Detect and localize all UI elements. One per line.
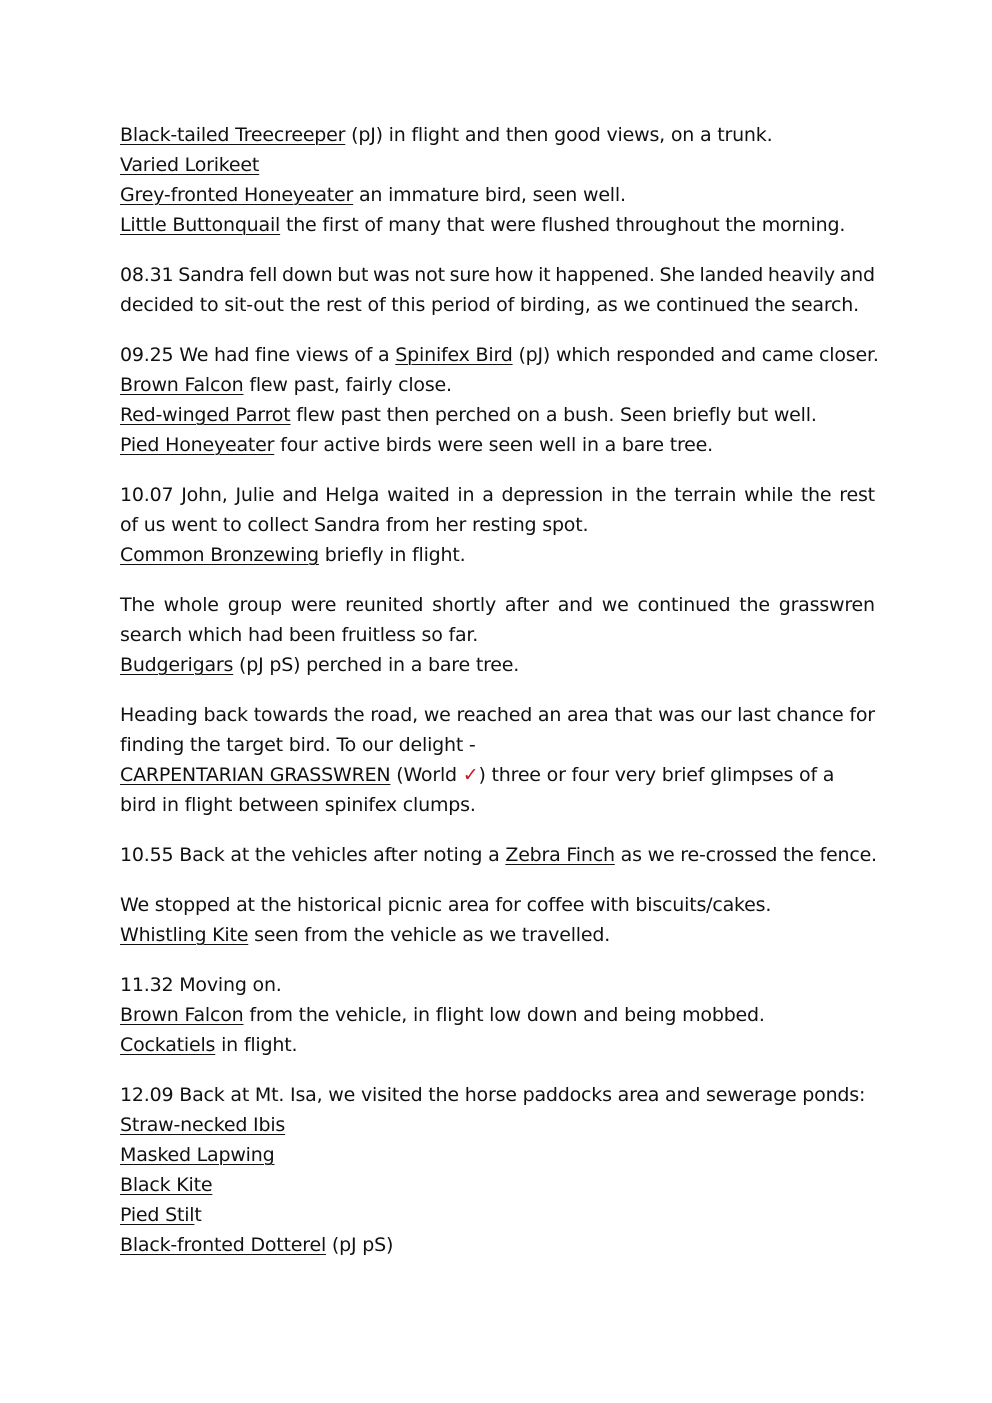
text-line: [120, 340, 879, 370]
text-segment: (pJ pS) perched in a bare tree.: [233, 654, 520, 676]
word: road,: [370, 704, 418, 726]
word: how: [494, 264, 534, 286]
bird-name: Grey-fronted Honeyeater: [120, 184, 354, 206]
text-line: [120, 120, 875, 150]
word: last: [737, 704, 771, 726]
word: we: [423, 704, 451, 726]
paragraph: [120, 840, 875, 870]
bird-name: Common Bronzewing: [120, 544, 319, 566]
text-segment: 09.25 We had fine views of a: [120, 344, 396, 366]
paragraph: [120, 1080, 875, 1260]
text-line: [120, 290, 875, 320]
word: not: [414, 264, 445, 286]
word: but: [337, 264, 369, 286]
word: heavily: [767, 264, 835, 286]
word: and: [557, 594, 593, 616]
bird-name: Little Buttonquail: [120, 214, 281, 236]
text-line: [120, 400, 875, 430]
word: an: [537, 704, 562, 726]
paragraph: [120, 260, 875, 320]
word: down: [282, 264, 333, 286]
text-segment: an immature bird, seen well.: [353, 184, 626, 206]
word: area: [567, 704, 609, 726]
word: a: [482, 484, 494, 506]
paragraph: [120, 340, 879, 460]
word: whole: [163, 594, 219, 616]
bird-name: Black-tailed Treecreeper: [120, 124, 346, 146]
word: our: [700, 704, 732, 726]
text-line: [120, 760, 875, 790]
text-line: [120, 650, 875, 680]
word: while: [744, 484, 793, 506]
text-segment: flew past then perched on a bush. Seen briefly but well.: [290, 404, 817, 426]
text-line: [120, 1080, 875, 1110]
text-line: [120, 150, 875, 180]
text-segment: We stopped at the historical picnic area for coffee with biscuits/cakes.: [120, 894, 772, 916]
text-line: [120, 370, 875, 400]
text-segment: briefly in flight.: [318, 544, 466, 566]
word: the: [800, 484, 832, 506]
text-segment: (pJ) which responded and came closer.: [512, 344, 879, 366]
text-line: [120, 510, 875, 540]
bird-name: Brown Falcon: [120, 1004, 244, 1026]
text-segment: decided to sit-out the rest of this period of birding, as we continued the search.: [120, 294, 859, 316]
bird-name: Varied Lorikeet: [120, 154, 260, 176]
text-segment: seen from the vehicle as we travelled.: [248, 924, 611, 946]
word: Sandra: [178, 264, 245, 286]
word: waited: [387, 484, 450, 506]
bird-name: Pied Honeyeater: [120, 434, 275, 456]
word: the: [635, 484, 667, 506]
paragraph: [120, 480, 875, 570]
word: the: [739, 594, 770, 616]
text-line: [120, 840, 875, 870]
text-line: [120, 970, 875, 1000]
text-segment: of us went to collect Sandra from her resting spot.: [120, 514, 589, 536]
word: back: [203, 704, 248, 726]
bird-name: Whistling Kite: [120, 924, 249, 946]
text-line: [120, 700, 875, 730]
word: towards: [253, 704, 328, 726]
word: John,: [181, 484, 228, 506]
text-segment: finding the target bird. To our delight -: [120, 734, 476, 756]
word: for: [849, 704, 875, 726]
text-line: [120, 1230, 875, 1260]
word: reunited: [345, 594, 424, 616]
text-segment: 10.55 Back at the vehicles after noting a: [120, 844, 506, 866]
text-line: [120, 890, 875, 920]
text-line: [120, 920, 875, 950]
word: in: [457, 484, 475, 506]
word: and: [282, 484, 318, 506]
bird-name: Black-fronted Dotterel: [120, 1234, 327, 1256]
text-line: [120, 1140, 875, 1170]
bird-name: Cockatiels: [120, 1034, 216, 1056]
text-line: [120, 1170, 875, 1200]
word: was: [658, 704, 695, 726]
paragraph: [120, 890, 875, 950]
word: in: [611, 484, 628, 506]
text-line: [120, 620, 875, 650]
text-line: [120, 790, 875, 820]
text-segment: (pJ pS): [326, 1234, 394, 1256]
text-segment: 11.32 Moving on.: [120, 974, 282, 996]
word: after: [504, 594, 549, 616]
word: and: [839, 264, 875, 286]
word: fell: [249, 264, 278, 286]
text-segment: four active birds were seen well in a bare tree.: [274, 434, 714, 456]
bird-name: Pied Stil: [120, 1204, 195, 1226]
word: were: [290, 594, 337, 616]
word: that: [614, 704, 653, 726]
word: chance: [776, 704, 844, 726]
text-segment: the first of many that were flushed throughout the morning.: [280, 214, 846, 236]
word: group: [227, 594, 282, 616]
text-segment: (World: [390, 764, 463, 786]
text-line: [120, 180, 875, 210]
word: we: [601, 594, 629, 616]
check-mark-icon: ✓: [462, 764, 479, 786]
bird-name: Black Kite: [120, 1174, 213, 1196]
word: She: [659, 264, 695, 286]
text-segment: in flight.: [215, 1034, 298, 1056]
word: Helga: [325, 484, 380, 506]
bird-name: Masked Lapwing: [120, 1144, 275, 1166]
text-line: [120, 210, 875, 240]
word: Heading: [120, 704, 198, 726]
word: sure: [449, 264, 490, 286]
bird-name: Brown Falcon: [120, 374, 244, 396]
word: landed: [699, 264, 764, 286]
word: rest: [839, 484, 875, 506]
paragraph: [120, 590, 875, 680]
text-segment: flew past, fairly close.: [243, 374, 452, 396]
word: depression: [501, 484, 604, 506]
bird-name: Red-winged Parrot: [120, 404, 291, 426]
word: reached: [456, 704, 533, 726]
bird-name: CARPENTARIAN GRASSWREN: [120, 764, 391, 786]
word: 08.31: [120, 264, 174, 286]
text-line: [120, 1110, 875, 1140]
text-line: [120, 430, 875, 460]
word: Julie: [235, 484, 275, 506]
text-segment: t: [194, 1204, 202, 1226]
word: the: [333, 704, 365, 726]
text-line: [120, 1030, 875, 1060]
paragraph: [120, 700, 875, 820]
text-line: [120, 480, 875, 510]
text-segment: search which had been fruitless so far.: [120, 624, 479, 646]
text-segment: (pJ) in flight and then good views, on a trunk.: [345, 124, 773, 146]
word: 10.07: [120, 484, 174, 506]
paragraph: [120, 120, 875, 240]
word: it: [538, 264, 551, 286]
word: happened.: [555, 264, 655, 286]
word: shortly: [432, 594, 497, 616]
text-segment: ) three or four very brief glimpses of a: [478, 764, 835, 786]
text-segment: from the vehicle, in flight low down and being mobbed.: [243, 1004, 765, 1026]
word: was: [373, 264, 410, 286]
bird-name: Straw-necked Ibis: [120, 1114, 286, 1136]
text-line: [120, 730, 875, 760]
text-segment: 12.09 Back at Mt. Isa, we visited the horse paddocks area and sewerage ponds:: [120, 1084, 866, 1106]
word: continued: [637, 594, 731, 616]
bird-name: Zebra Finch: [505, 844, 615, 866]
text-segment: as we re-crossed the fence.: [614, 844, 877, 866]
text-line: [120, 260, 875, 290]
document-body: [120, 120, 879, 1280]
bird-name: Budgerigars: [120, 654, 234, 676]
word: grasswren: [778, 594, 875, 616]
bird-name: Spinifex Bird: [395, 344, 513, 366]
text-line: [120, 590, 875, 620]
text-line: [120, 1200, 875, 1230]
text-line: [120, 540, 875, 570]
text-line: [120, 1000, 875, 1030]
paragraph: [120, 970, 875, 1060]
word: The: [120, 594, 155, 616]
text-segment: bird in flight between spinifex clumps.: [120, 794, 476, 816]
word: terrain: [674, 484, 737, 506]
